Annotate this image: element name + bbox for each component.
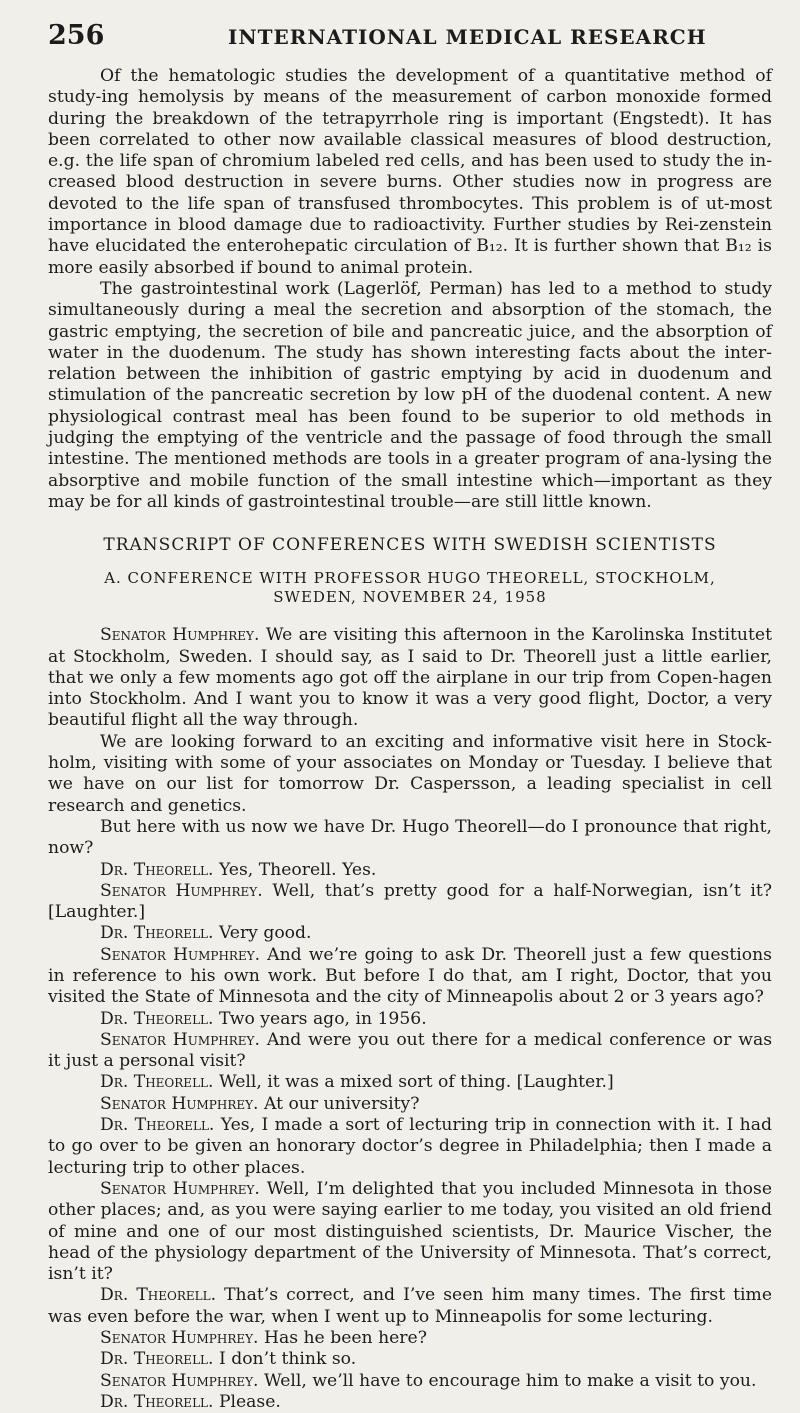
body-paragraph: The gastrointestinal work (Lagerlöf, Perman) has led to a method to study simultaneously during a meal the secretion and absorption of the stomach, the gastric emptying, the secretion of bile and pancreatic juice, and the absorption of water in the duodenum. The study has shown interesting facts about the inter-relation between the inhibition of gastric emptying by acid in duodenum and stimulation of the pancreatic secretion by low pH of the duodenal content. A new physiological contrast meal has been found to be superior to old methods in judging the emptying of the ventricle and the passage of food through the small intestine. The mentioned methods are tools in a greater program of ana-lysing the absorptive and mobile function of the small intestine which—important as they may be for all kinds of gastrointestinal trouble—are still little known.: [48, 278, 772, 512]
speech-text: And were you out there for a medical conference or was it just a personal visit?: [48, 1029, 773, 1072]
transcript-paragraph: [48, 1009, 772, 1030]
transcript-paragraph: [48, 1030, 772, 1073]
speech-text: And we’re going to ask Dr. Theorell just a few questions in reference to his own work. But before I do that, am I right, Doctor, that you visited the State of Minnesota and the city of Minneapolis about 2 or 3 years ago?: [48, 944, 772, 1008]
speech-text: Has he been here?: [263, 1328, 427, 1349]
transcript-paragraph: [48, 1285, 772, 1328]
transcript-paragraph: [48, 1072, 772, 1093]
section-heading: TRANSCRIPT OF CONFERENCES WITH SWEDISH SCIENTISTS: [103, 535, 717, 556]
speaker-name: Senator Humphrey.: [100, 625, 260, 646]
speaker-name: Dr. Theorell.: [100, 859, 214, 880]
transcript-paragraph: [48, 625, 772, 731]
transcript-paragraph: [48, 817, 772, 860]
speech-text: Please.: [218, 1391, 281, 1412]
transcript-paragraph: [48, 1328, 772, 1349]
transcript-paragraph: [48, 1179, 772, 1285]
speaker-name: Dr. Theorell.: [100, 1285, 217, 1306]
conference-heading: A. CONFERENCE WITH PROFESSOR HUGO THEORELL, STOCKHOLM, SWEDEN, NOVEMBER 24, 1958: [104, 569, 716, 607]
speech-text: Well, we’ll have to encourage him to make a visit to you.: [263, 1370, 757, 1391]
transcript-paragraph: [48, 923, 772, 944]
page-header: [48, 20, 772, 66]
speech-text: That’s correct, and I’ve seen him many times. The first time was even before the war, when I went up to Minneapolis for some lecturing.: [48, 1285, 773, 1327]
speaker-name: Dr. Theorell.: [100, 1072, 214, 1093]
body-paragraph: Of the hematologic studies the development of a quantitative method of study-ing hemolysis by means of the measurement of carbon monoxide formed during the breakdown of the tetrapyrrhole ring is important (Engstedt). It has been correlated to other now available classical measures of blood destruction, e.g. the life span of chromium labeled red cells, and has been used to study the in-creased blood destruction in severe burns. Other studies now in progress are devoted to the life span of transfused thrombocytes. This problem is of ut-most importance in blood damage due to radioactivity. Further studies by Rei-zenstein have elucidated the enterohepatic circulation of B₁₂. It is further shown that B₁₂ is more easily absorbed if bound to animal protein.: [48, 66, 772, 278]
transcript-paragraph: [48, 1094, 772, 1115]
speaker-name: Senator Humphrey.: [100, 1178, 260, 1199]
speech-text: Well, it was a mixed sort of thing. [Laughter.]: [218, 1072, 614, 1093]
speech-text: Very good.: [218, 923, 312, 944]
transcript-paragraph: [48, 945, 772, 1009]
speech-text: We are visiting this afternoon in the Karolinska Institutet at Stockholm, Sweden. I should say, as I said to Dr. Theorell just a little earlier, that we only a few moments ago got off the airplane in our trip from Copen-hagen into Stockholm. And I want you to know it was a very good flight, Doctor, a very beautiful flight all the way through.: [48, 625, 772, 731]
intro-section: [48, 66, 772, 513]
transcript-paragraph: [48, 1371, 772, 1392]
speech-text: But here with us now we have Dr. Hugo Theorell—do I pronounce that right, now?: [48, 816, 772, 859]
transcript-paragraph: [48, 732, 772, 817]
speech-text: Yes, Theorell. Yes.: [218, 859, 377, 880]
speaker-name: Dr. Theorell.: [100, 1391, 214, 1412]
speaker-name: Dr. Theorell.: [100, 1008, 214, 1029]
speaker-name: Dr. Theorell.: [100, 1115, 215, 1136]
speech-text: At our university?: [263, 1093, 420, 1114]
speaker-name: Senator Humphrey.: [100, 880, 263, 901]
speech-text: I don’t think so.: [218, 1349, 357, 1370]
speech-text: Well, I’m delighted that you included Minnesota in those other places; and, as you were saying earlier to me today, you visited an old friend of mine and one of our most distinguished scientists, Dr. Maurice Vischer, the head of the physiology department of the University of Minnesota. That’s correct, isn’t it?: [48, 1178, 772, 1285]
speech-text: Well, that’s pretty good for a half-Norwegian, isn’t it? [Laughter.]: [48, 880, 772, 923]
speaker-name: Dr. Theorell.: [100, 923, 214, 944]
speaker-name: Senator Humphrey.: [100, 1370, 259, 1391]
speaker-name: Dr. Theorell.: [100, 1349, 214, 1370]
transcript-paragraph: [48, 1392, 772, 1413]
running-head: INTERNATIONAL MEDICAL RESEARCH: [228, 25, 707, 49]
speaker-name: Senator Humphrey.: [100, 1328, 259, 1349]
transcript-paragraph: [48, 860, 772, 881]
transcript-paragraph: [48, 881, 772, 924]
speech-text: Two years ago, in 1956.: [218, 1008, 427, 1029]
speaker-name: Senator Humphrey.: [100, 1093, 259, 1114]
transcript-paragraph: [48, 1349, 772, 1370]
transcript-section: [48, 625, 772, 1413]
speaker-name: Senator Humphrey.: [100, 944, 261, 965]
speech-text: We are looking forward to an exciting and informative visit here in Stock-holm, visiting with some of your associates on Monday or Tuesday. I believe that we have on our list for tomorrow Dr. Caspersson, a leading specialist in cell research and genetics.: [48, 731, 772, 816]
speaker-name: Senator Humphrey.: [100, 1029, 260, 1050]
page-number: 256: [48, 20, 105, 51]
speech-text: Yes, I made a sort of lecturing trip in connection with it. I had to go over to be given an honorary doctor’s degree in Philadelphia; then I made a lecturing trip to other places.: [48, 1115, 772, 1178]
transcript-paragraph: [48, 1115, 772, 1179]
